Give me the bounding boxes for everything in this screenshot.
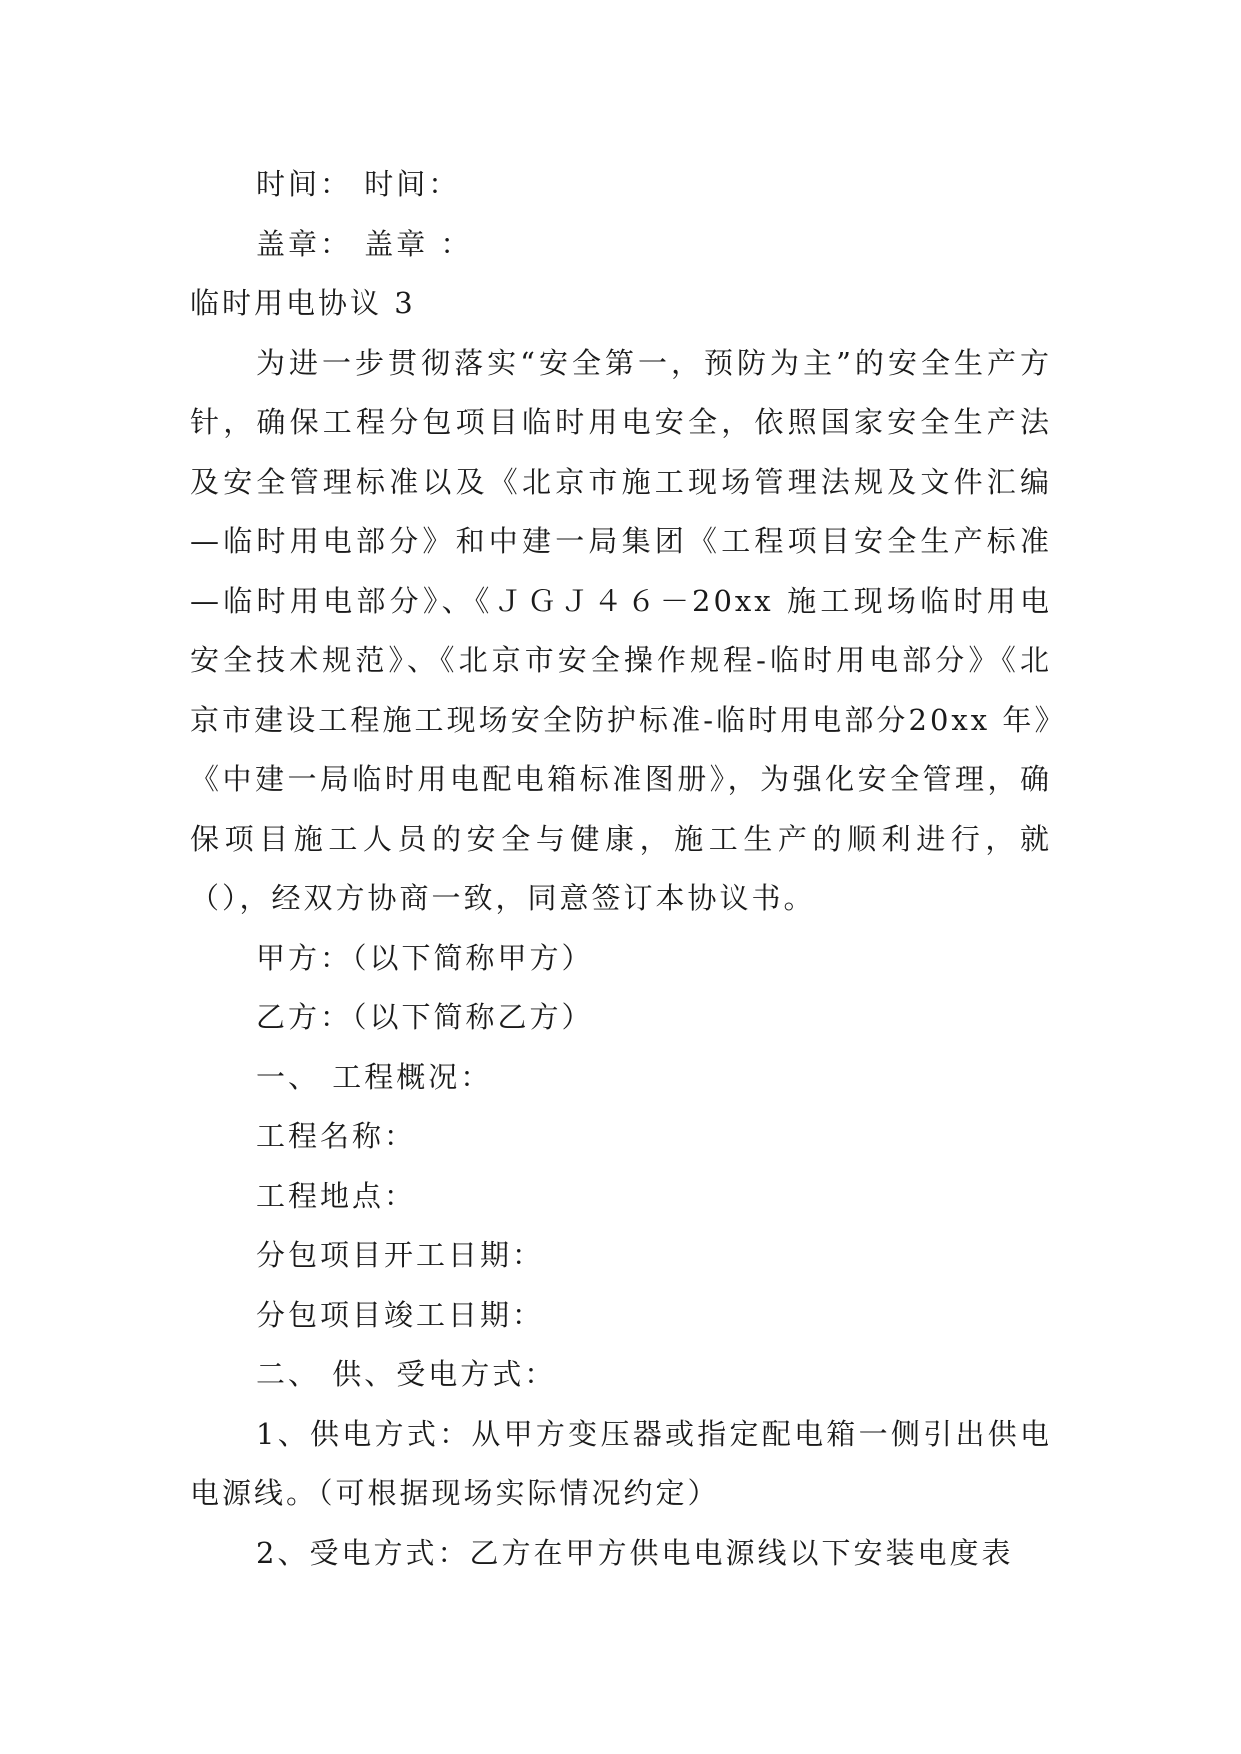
- party-a-line: 甲方：（以下简称甲方）: [256, 940, 594, 975]
- project-location-line: 工程地点：: [256, 1178, 417, 1213]
- seal-line: 盖章： 盖章 ：: [256, 226, 473, 261]
- party-b-line: 乙方：（以下简称乙方）: [256, 1000, 594, 1034]
- section-2-heading: 二、 供、受电方式：: [256, 1357, 557, 1391]
- item-2-paragraph: 2、受电方式：乙方在甲方供电电源线以下安装电度表: [256, 1535, 1014, 1570]
- main-paragraph: 为进一步贯彻落实“安全第一，预防为主”的安全生产方针，确保工程分包项目临时用电安全，依照国家安全生产法及安全管理标准以及《北京市施工现场管理法规及文件汇编—临时用电部分》和中建一局集团《工程项目安全生产标准—临时用电部分》、《ＪＧＪ４６－20xx 施工现场临时用电安全技术规范》、《北京市安全操作规程-临时用电部分》《北京市建设工程施工现场安全防护标准-临时用电部分20xx 年》《中建一局临时用电配电箱标准图册》，为强化安全管理，确保项目施工人员的安全与健康，施工生产的顺利进行，就（），经双方协商一致，同意签订本协议书。: [190, 345, 1052, 915]
- project-name-line: 工程名称：: [256, 1119, 417, 1153]
- time-line: 时间： 时间：: [256, 167, 461, 201]
- start-date-line: 分包项目开工日期：: [256, 1238, 545, 1272]
- section-1-heading: 一、 工程概况：: [256, 1059, 493, 1094]
- document-body: [190, 155, 1052, 1583]
- document-title: 临时用电协议 3: [190, 286, 416, 320]
- end-date-line: 分包项目竣工日期：: [256, 1297, 545, 1332]
- item-1-paragraph: 1、供电方式：从甲方变压器或指定配电箱一侧引出供电电源线。（可根据现场实际情况约定）: [190, 1416, 1052, 1510]
